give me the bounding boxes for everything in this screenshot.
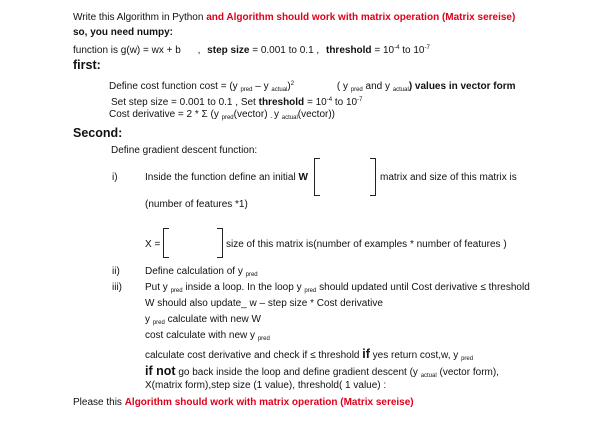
check-threshold-line [145, 347, 473, 365]
threshold-a: = 10 [304, 97, 327, 108]
first-line-2 [111, 94, 362, 109]
sub-actual-3: actual [281, 115, 298, 121]
sub-pred-7: pred [152, 320, 165, 326]
comma: , [197, 45, 201, 56]
vector-form-text: (vector form), [436, 367, 499, 378]
sub-pred-3: pred [221, 115, 234, 121]
cost-derivative-text: Cost derivative = 2 * Σ (y [109, 109, 222, 120]
sub-pred-4: pred [245, 272, 258, 278]
numpy-line: so, you need numpy: [73, 27, 174, 38]
ypred-new-w-line [145, 314, 261, 329]
close-paren: ) [287, 81, 291, 92]
check-text: calculate cost derivative and check if ≤ threshold [145, 350, 363, 361]
vector-a: (vector) [233, 109, 271, 120]
closing-line [73, 397, 414, 409]
item-iii-text [145, 282, 530, 297]
sub-pred-8: pred [257, 336, 270, 342]
w-matrix-size: matrix and size of this matrix is [380, 172, 517, 183]
w-matrix-right-bracket [370, 158, 376, 196]
threshold-exp-a: -4 [394, 45, 400, 51]
closing-text: Please this [73, 397, 125, 408]
item-iii-number: iii) [112, 282, 122, 293]
sub-pred-9: pred [461, 356, 474, 362]
item-i-number: i) [112, 172, 118, 183]
closing-highlight: Algorithm should work with matrix operation (Matrix sereise) [124, 397, 414, 408]
threshold-b: to 10 [332, 97, 358, 108]
step-size-label: step size [207, 45, 250, 56]
return-text: yes return cost,w, y [369, 350, 462, 361]
cost-def-text: Define cost function cost = (y [109, 81, 241, 92]
threshold-value-a: = 10 [371, 45, 395, 56]
threshold-label: threshold [325, 45, 372, 56]
put-y: Put y [145, 282, 171, 293]
calc-new-w: calculate with new W [164, 314, 261, 325]
x-matrix-left-bracket [163, 228, 169, 258]
function-def: function is g(w) = wx + b [73, 45, 181, 56]
features-size: (number of features *1) [145, 199, 248, 210]
step-size-value: = 0.001 to 0.1 , [249, 45, 320, 56]
w-label: W [298, 172, 308, 183]
function-line [73, 42, 430, 57]
loop-text: inside a loop. In the loop y [182, 282, 305, 293]
item-ii-number: ii) [112, 266, 120, 277]
square-exp: 2 [290, 81, 295, 87]
item-ii-text [145, 266, 258, 281]
sub-actual-4: actual [420, 373, 437, 379]
if-keyword: if [362, 347, 370, 361]
gradient-descent-define: Define gradient descent function: [111, 145, 258, 156]
item-i-text [145, 172, 308, 184]
exp-b: -7 [357, 97, 363, 103]
cost-new-y-line [145, 330, 270, 345]
threshold-exp-b: -7 [424, 45, 430, 51]
update-until: should updated until Cost derivative ≤ threshold [316, 282, 530, 293]
sub-actual: actual [271, 87, 288, 93]
exp-a: -4 [326, 97, 333, 103]
vector-b: (vector)) [297, 109, 336, 120]
step-range: = 0.001 to 0.1 , Set [168, 97, 259, 108]
cost-calc: cost calculate with new y [145, 330, 258, 341]
first-heading: first: [73, 58, 101, 72]
y-actual: y [273, 109, 282, 120]
sub-pred-5: pred [170, 288, 183, 294]
first-line-3 [109, 109, 335, 124]
intro-text: Write this Algorithm in Python [73, 12, 207, 23]
sub-pred-6: pred [304, 288, 317, 294]
set-step-size: Set step size [111, 97, 169, 108]
sub-pred: pred [240, 87, 253, 93]
x-label: X = [145, 239, 161, 250]
note-open: ( y [336, 81, 351, 92]
threshold-value-b: to 10 [399, 45, 425, 56]
vector-form-note: ) values in vector form [408, 81, 516, 92]
if-not-keyword: if not [145, 364, 176, 378]
w-matrix-left-bracket [314, 158, 320, 196]
args-line: X(matrix form),step size (1 value), threshold( 1 value) : [145, 380, 387, 391]
sub-minus: - [270, 115, 274, 121]
go-back-text: go back inside the loop and define gradient descent (y [175, 367, 421, 378]
minus: – y [252, 81, 272, 92]
init-w-text: Inside the function define an initial [145, 172, 299, 183]
intro-line [73, 12, 515, 24]
sub-pred-2: pred [350, 87, 363, 93]
w-update-line: W should also update_ w – step size * Cost derivative [145, 298, 383, 309]
intro-highlight: and Algorithm should work with matrix operation (Matrix sereise) [206, 12, 516, 23]
x-matrix-size: size of this matrix is(number of examples * number of features ) [226, 239, 507, 250]
y-symbol: y [145, 314, 153, 325]
x-matrix-right-bracket [217, 228, 223, 258]
note-and: and y [362, 81, 393, 92]
sub-actual-2: actual [392, 87, 409, 93]
ypred-calc: Define calculation of y [145, 266, 246, 277]
second-heading: Second: [73, 126, 123, 140]
set-threshold: threshold [258, 97, 305, 108]
